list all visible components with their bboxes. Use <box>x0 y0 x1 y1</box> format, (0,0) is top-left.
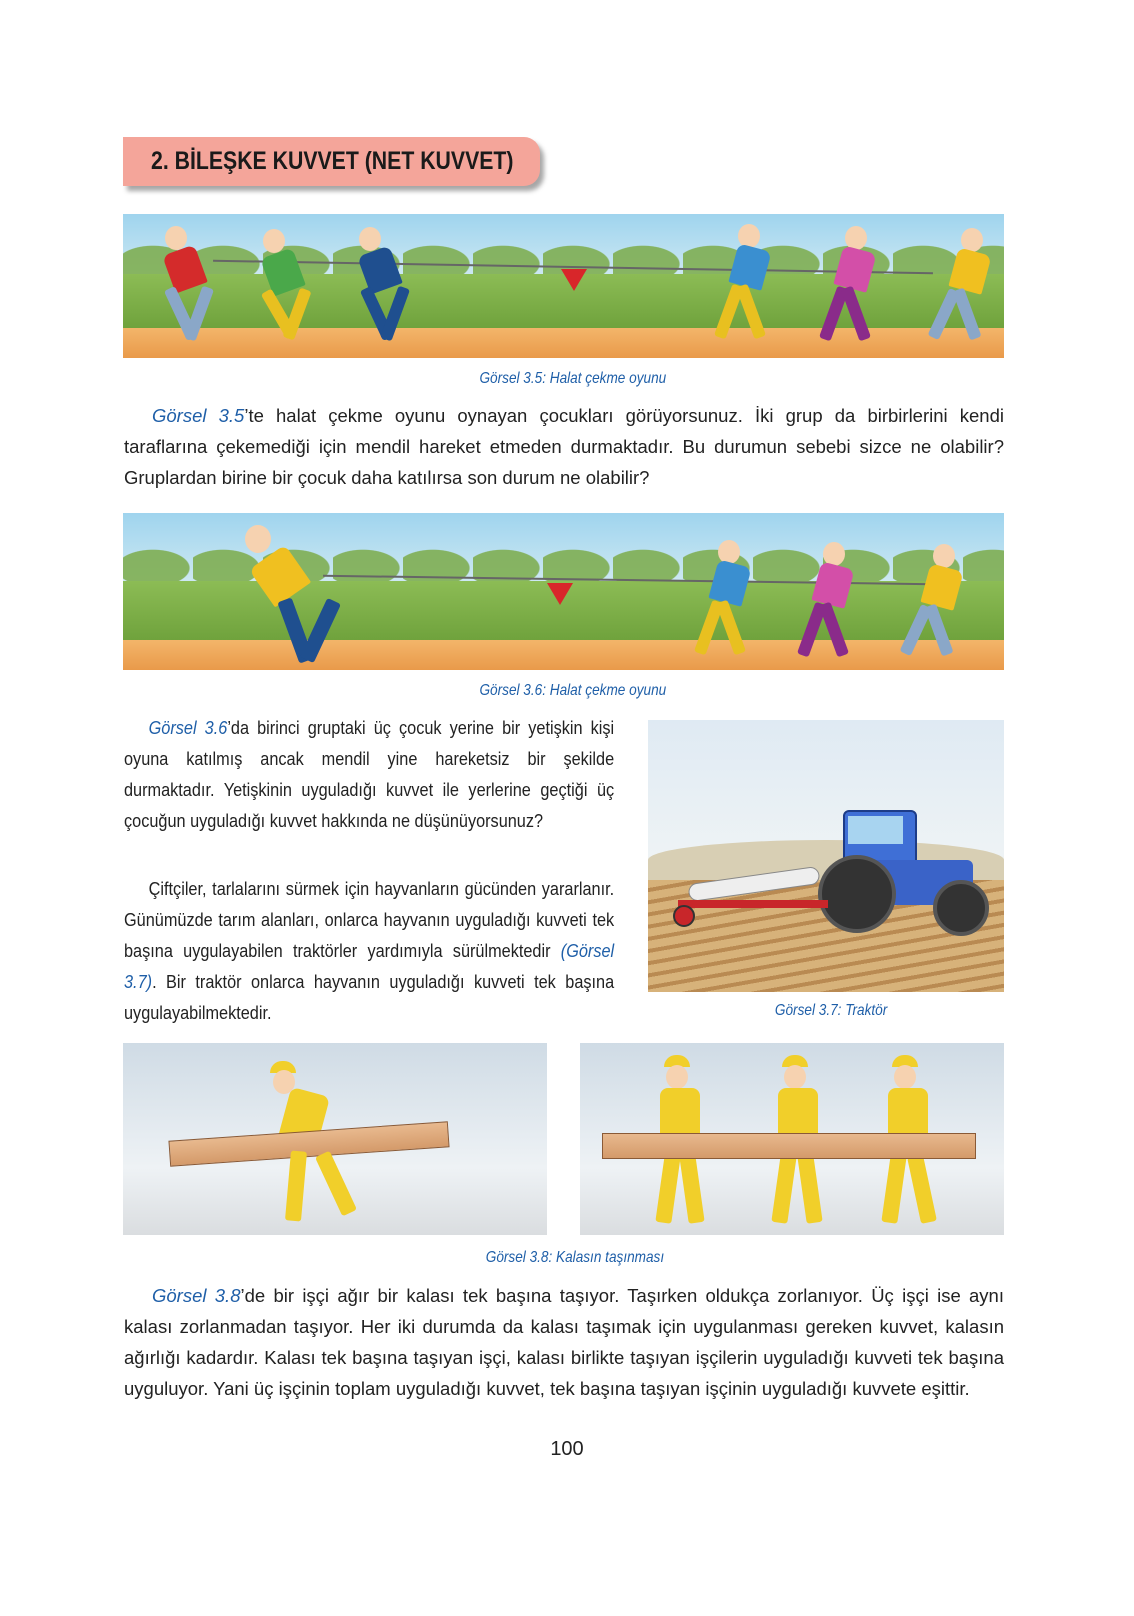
figure-3-7-tractor <box>648 720 1004 992</box>
paragraph-text: . Bir traktör onlarca hayvanın uyguladığı kuvveti tek başına uygulayabilmektedir. <box>124 971 615 1023</box>
paragraph-text: Çiftçiler, tarlalarını sürmek için hayvanların gücünden yararlanır. Günümüzde tarım alanları, onlarca hayvanın uyguladığı kuvveti tek başına uygulayabilen traktörler yardımıyla sürülmektedir <box>124 878 615 961</box>
figure-3-6-tug-of-war <box>123 513 1004 670</box>
paragraph-text: ’de bir işçi ağır bir kalası tek başına taşıyor. Taşırken oldukça zorlanıyor. Üç işçi ise aynı kalası zorlanmadan taşıyor. Her iki durumda da kalası taşımak için uygulanması gereken kuvvet, kalasın ağırlığı kadardır. Kalası tek başına taşıyan işçi, kalası birlikte taşıyan işçilerin uyguladığı kuvveti tek başına uyguluyor. Yani üç işçinin toplam uyguladığı kuvvet, tek başına taşıyan işçinin uyguladığı kuvvete eşittir. <box>124 1285 1004 1399</box>
figure-3-5-caption: Görsel 3.5: Halat çekme oyunu <box>479 370 667 387</box>
paragraph-text: ’te halat çekme oyunu oynayan çocukları görüyorsunuz. İki grup da birbirlerini kendi taraflarına çekemediği için mendil hareket etmeden durmaktadır. Bu durumun sebebi sizce ne olabilir? Gruplardan birine bir çocuk daha katılırsa son durum ne olabilir? <box>124 405 1004 488</box>
paragraph-1 <box>124 400 1004 493</box>
figure-3-8-caption: Görsel 3.8: Kalasın taşınması <box>485 1249 665 1266</box>
paragraph-text: ’da birinci gruptaki üç çocuk yerine bir yetişkin kişi oyuna katılmış ancak mendil yine hareketsiz bir şekilde durmaktadır. Yetişkinin uyguladığı kuvvet ile yerlerine geçtiği üç çocuğun uyguladığı kuvvet hakkında ne düşünüyorsunuz? <box>124 717 615 831</box>
page-number: 100 <box>550 1438 584 1460</box>
figure-reference: (Görsel 3.7) <box>124 940 615 992</box>
figure-reference: Görsel 3.5 <box>152 405 245 426</box>
handkerchief-marker <box>561 269 587 291</box>
figure-3-5-tug-of-war <box>123 214 1004 358</box>
figure-3-8-single-worker <box>123 1043 547 1235</box>
paragraph-3 <box>124 873 614 1028</box>
section-header <box>123 137 540 186</box>
figure-reference: Görsel 3.8 <box>152 1285 241 1306</box>
handkerchief-marker <box>547 583 573 605</box>
figure-reference: Görsel 3.6 <box>148 717 228 738</box>
figure-3-8-three-workers <box>580 1043 1004 1235</box>
plank <box>602 1133 976 1159</box>
paragraph-4 <box>124 1280 1004 1404</box>
paragraph-2 <box>124 712 614 836</box>
section-title: 2. BİLEŞKE KUVVET (NET KUVVET) <box>151 147 514 175</box>
figure-3-6-caption: Görsel 3.6: Halat çekme oyunu <box>479 682 667 699</box>
figure-3-7-caption: Görsel 3.7: Traktör <box>774 1002 888 1019</box>
